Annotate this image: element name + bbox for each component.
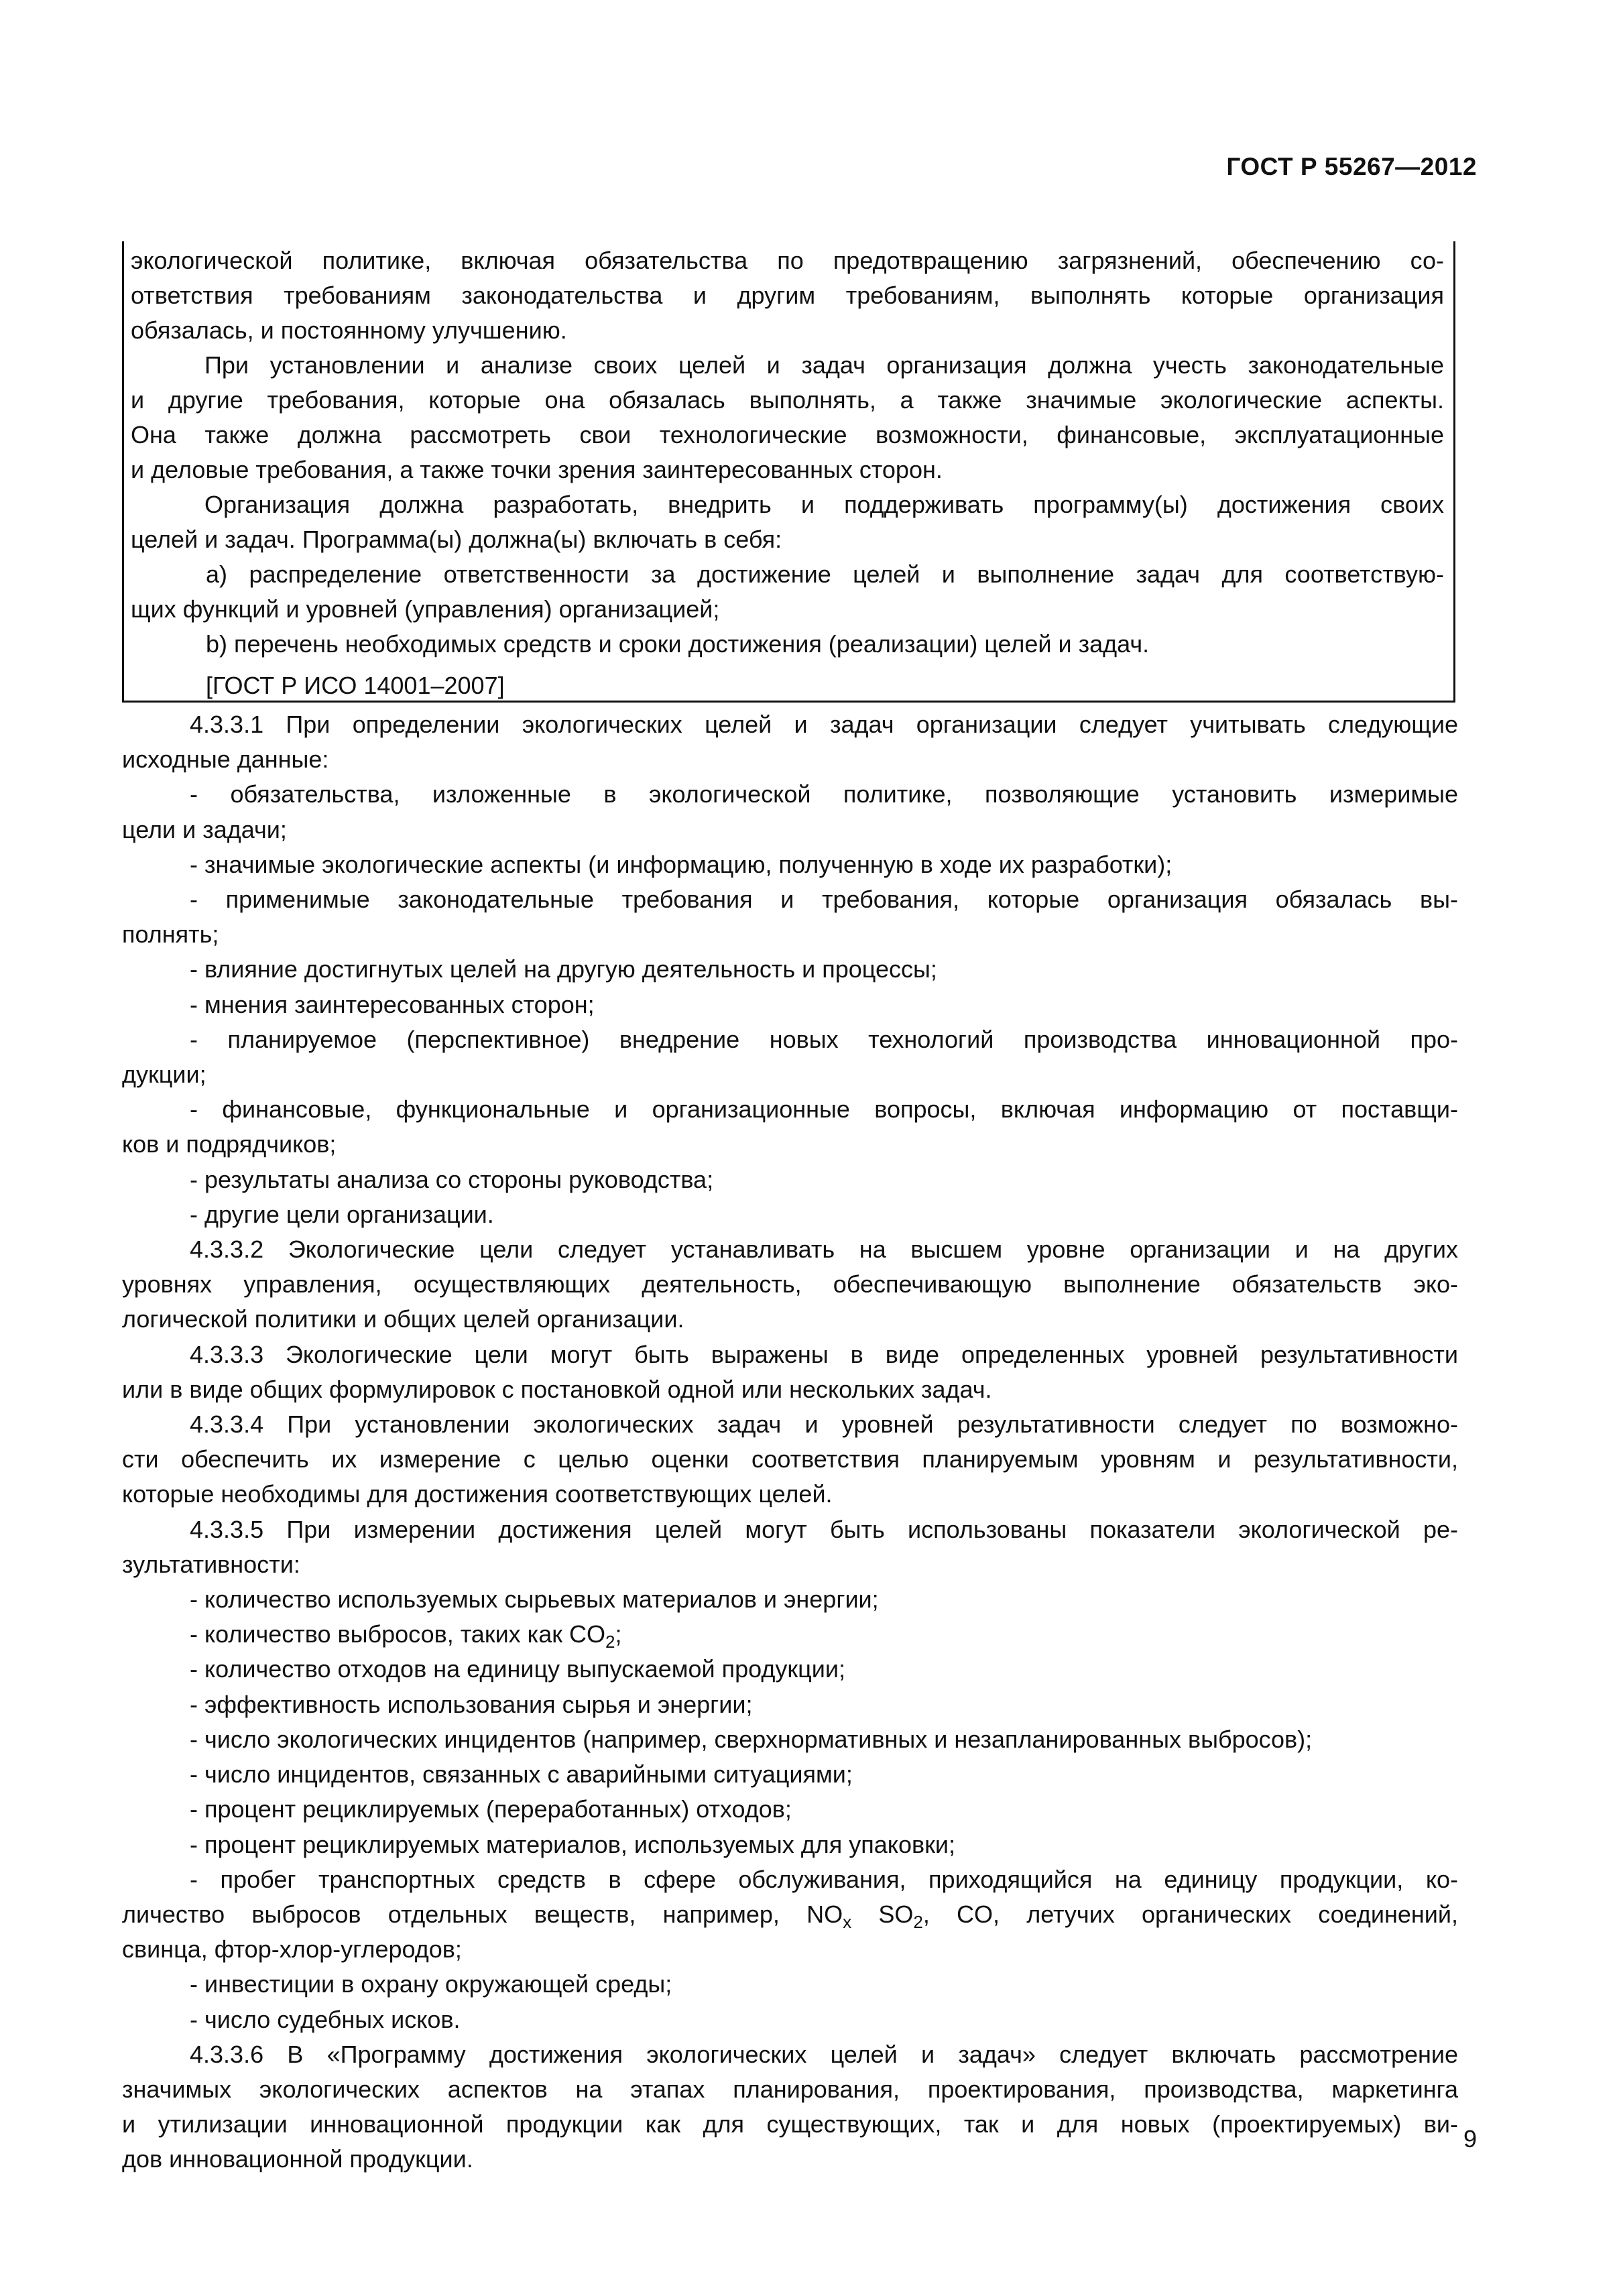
quote-line: Она также должна рассмотреть свои технологические возможности, финансовые, эксплуатационные <box>131 421 1444 448</box>
paragraph-line: 4.3.3.2 Экологические цели следует устанавливать на высшем уровне организации и на других <box>190 1235 1458 1264</box>
paragraph-line: значимых экологических аспектов на этапах планирования, проектирования, производства, маркетинга <box>122 2075 1458 2103</box>
paragraph-line: 4.3.3.6 В «Программу достижения экологических целей и задач» следует включать рассмотрение <box>190 2040 1458 2068</box>
paragraph-line: которые необходимы для достижения соответствующих целей. <box>122 1480 833 1508</box>
list-item-line: - планируемое (перспективное) внедрение новых технологий производства инновационной про- <box>190 1025 1458 1053</box>
quote-line: и другие требования, которые она обязалась выполнять, а также значимые экологические аспекты. <box>131 386 1444 414</box>
paragraph-line: дов инновационной продукции. <box>122 2145 473 2173</box>
quote-line: Организация должна разработать, внедрить и поддерживать программу(ы) достижения своих <box>204 491 1444 518</box>
list-item-text: - количество выбросов, таких как CO <box>190 1620 605 1648</box>
paragraph-line: и утилизации инновационной продукции как для существующих, так и для новых (проектируемых) ви- <box>122 2110 1458 2138</box>
quote-source: [ГОСТ Р ИСО 14001–2007] <box>206 672 505 699</box>
quote-line: a) распределение ответственности за достижение целей и выполнение задач для соответствую- <box>206 560 1444 588</box>
list-item-line: - эффективность использования сырья и энергии; <box>190 1690 753 1718</box>
list-item-line: - инвестиции в охрану окружающей среды; <box>190 1970 672 1998</box>
list-item-line: - число инцидентов, связанных с аварийными ситуациями; <box>190 1760 853 1789</box>
list-item-line: - результаты анализа со стороны руководства; <box>190 1165 714 1193</box>
list-item-line: - количество отходов на единицу выпускаемой продукции; <box>190 1655 845 1683</box>
list-item-line: - количество используемых сырьевых материалов и энергии; <box>190 1585 879 1614</box>
quote-line: обязалась, и постоянному улучшению. <box>131 316 567 344</box>
list-item-line: - значимые экологические аспекты (и информацию, полученную в ходе их разработки); <box>190 850 1173 878</box>
list-item-line: - финансовые, функциональные и организационные вопросы, включая информацию от поставщи- <box>190 1095 1458 1124</box>
paragraph-line: 4.3.3.4 При установлении экологических задач и уровней результативности следует по возможно- <box>190 1410 1458 1439</box>
quote-line: ответствия требованиям законодательства и другим требованиям, выполнять которые организация <box>131 282 1444 309</box>
co2-subscript: 2 <box>605 1632 615 1652</box>
paragraph-line: уровнях управления, осуществляющих деятельность, обеспечивающую выполнение обязательств эко- <box>122 1270 1458 1298</box>
quote-line: При установлении и анализе своих целей и задач организация должна учесть законодательные <box>204 351 1444 379</box>
list-item-line: свинца, фтор-хлор-углеродов; <box>122 1935 462 1963</box>
list-item-punct: ; <box>615 1620 622 1648</box>
list-item-line: - влияние достигнутых целей на другую деятельность и процессы; <box>190 955 937 983</box>
list-item-line: полнять; <box>122 920 219 949</box>
so2-text: SO <box>851 1900 914 1928</box>
list-item-line: - мнения заинтересованных сторон; <box>190 990 595 1018</box>
list-item-line: - обязательства, изложенные в экологической политике, позволяющие установить измеримые <box>190 780 1458 808</box>
list-item-line: ков и подрядчиков; <box>122 1130 337 1158</box>
list-item-text-tail: , CO, летучих органических соединений, <box>922 1900 1458 1928</box>
list-item-line <box>122 1617 1458 1652</box>
paragraph-line: 4.3.3.5 При измерении достижения целей могут быть использованы показатели экологической ре- <box>190 1515 1458 1543</box>
list-item-line: дукции; <box>122 1061 206 1089</box>
quote-line: b) перечень необходимых средств и сроки достижения (реализации) целей и задач. <box>206 630 1150 658</box>
quoted-standard-box <box>122 241 1455 703</box>
document-body <box>122 707 1458 2177</box>
list-item-line: - процент рециклируемых (переработанных) отходов; <box>190 1795 792 1823</box>
paragraph-line: сти обеспечить их измерение с целью оценки соответствия планируемым уровням и результативности, <box>122 1445 1458 1473</box>
quote-line: целей и задач. Программа(ы) должна(ы) включать в себя: <box>131 526 782 553</box>
page-number: 9 <box>1463 2125 1477 2153</box>
paragraph-line: 4.3.3.3 Экологические цели могут быть выражены в виде определенных уровней результативности <box>190 1340 1458 1368</box>
quote-line: экологической политике, включая обязательства по предотвращению загрязнений, обеспечению со- <box>131 247 1444 274</box>
nox-subscript: x <box>843 1911 852 1932</box>
list-item-line <box>122 1897 1458 1932</box>
quote-line: и деловые требования, а также точки зрения заинтересованных сторон. <box>131 456 943 483</box>
list-item-line: - число судебных исков. <box>190 2005 461 2033</box>
list-item-line: - другие цели организации. <box>190 1200 494 1228</box>
list-item-line: - пробег транспортных средств в сфере обслуживания, приходящийся на единицу продукции, ко- <box>190 1865 1458 1893</box>
list-item-text: личество выбросов отдельных веществ, например, NO <box>122 1900 843 1928</box>
paragraph-line: зультативности: <box>122 1550 300 1578</box>
document-header: ГОСТ Р 55267—2012 <box>1226 153 1477 180</box>
paragraph-line: или в виде общих формулировок с постановкой одной или нескольких задач. <box>122 1375 992 1403</box>
quote-line: щих функций и уровней (управления) организацией; <box>131 595 720 623</box>
paragraph-line: логической политики и общих целей организации. <box>122 1305 684 1333</box>
list-item-line: - число экологических инцидентов (например, сверхнормативных и незапланированных выбросов); <box>190 1725 1313 1753</box>
list-item-line: - применимые законодательные требования и требования, которые организация обязалась вы- <box>190 886 1458 914</box>
paragraph-line: исходные данные: <box>122 745 329 774</box>
list-item-line: цели и задачи; <box>122 815 287 843</box>
so2-subscript: 2 <box>913 1911 923 1932</box>
paragraph-line: 4.3.3.1 При определении экологических целей и задач организации следует учитывать следующие <box>190 711 1458 738</box>
list-item-line: - процент рециклируемых материалов, используемых для упаковки; <box>190 1830 955 1858</box>
